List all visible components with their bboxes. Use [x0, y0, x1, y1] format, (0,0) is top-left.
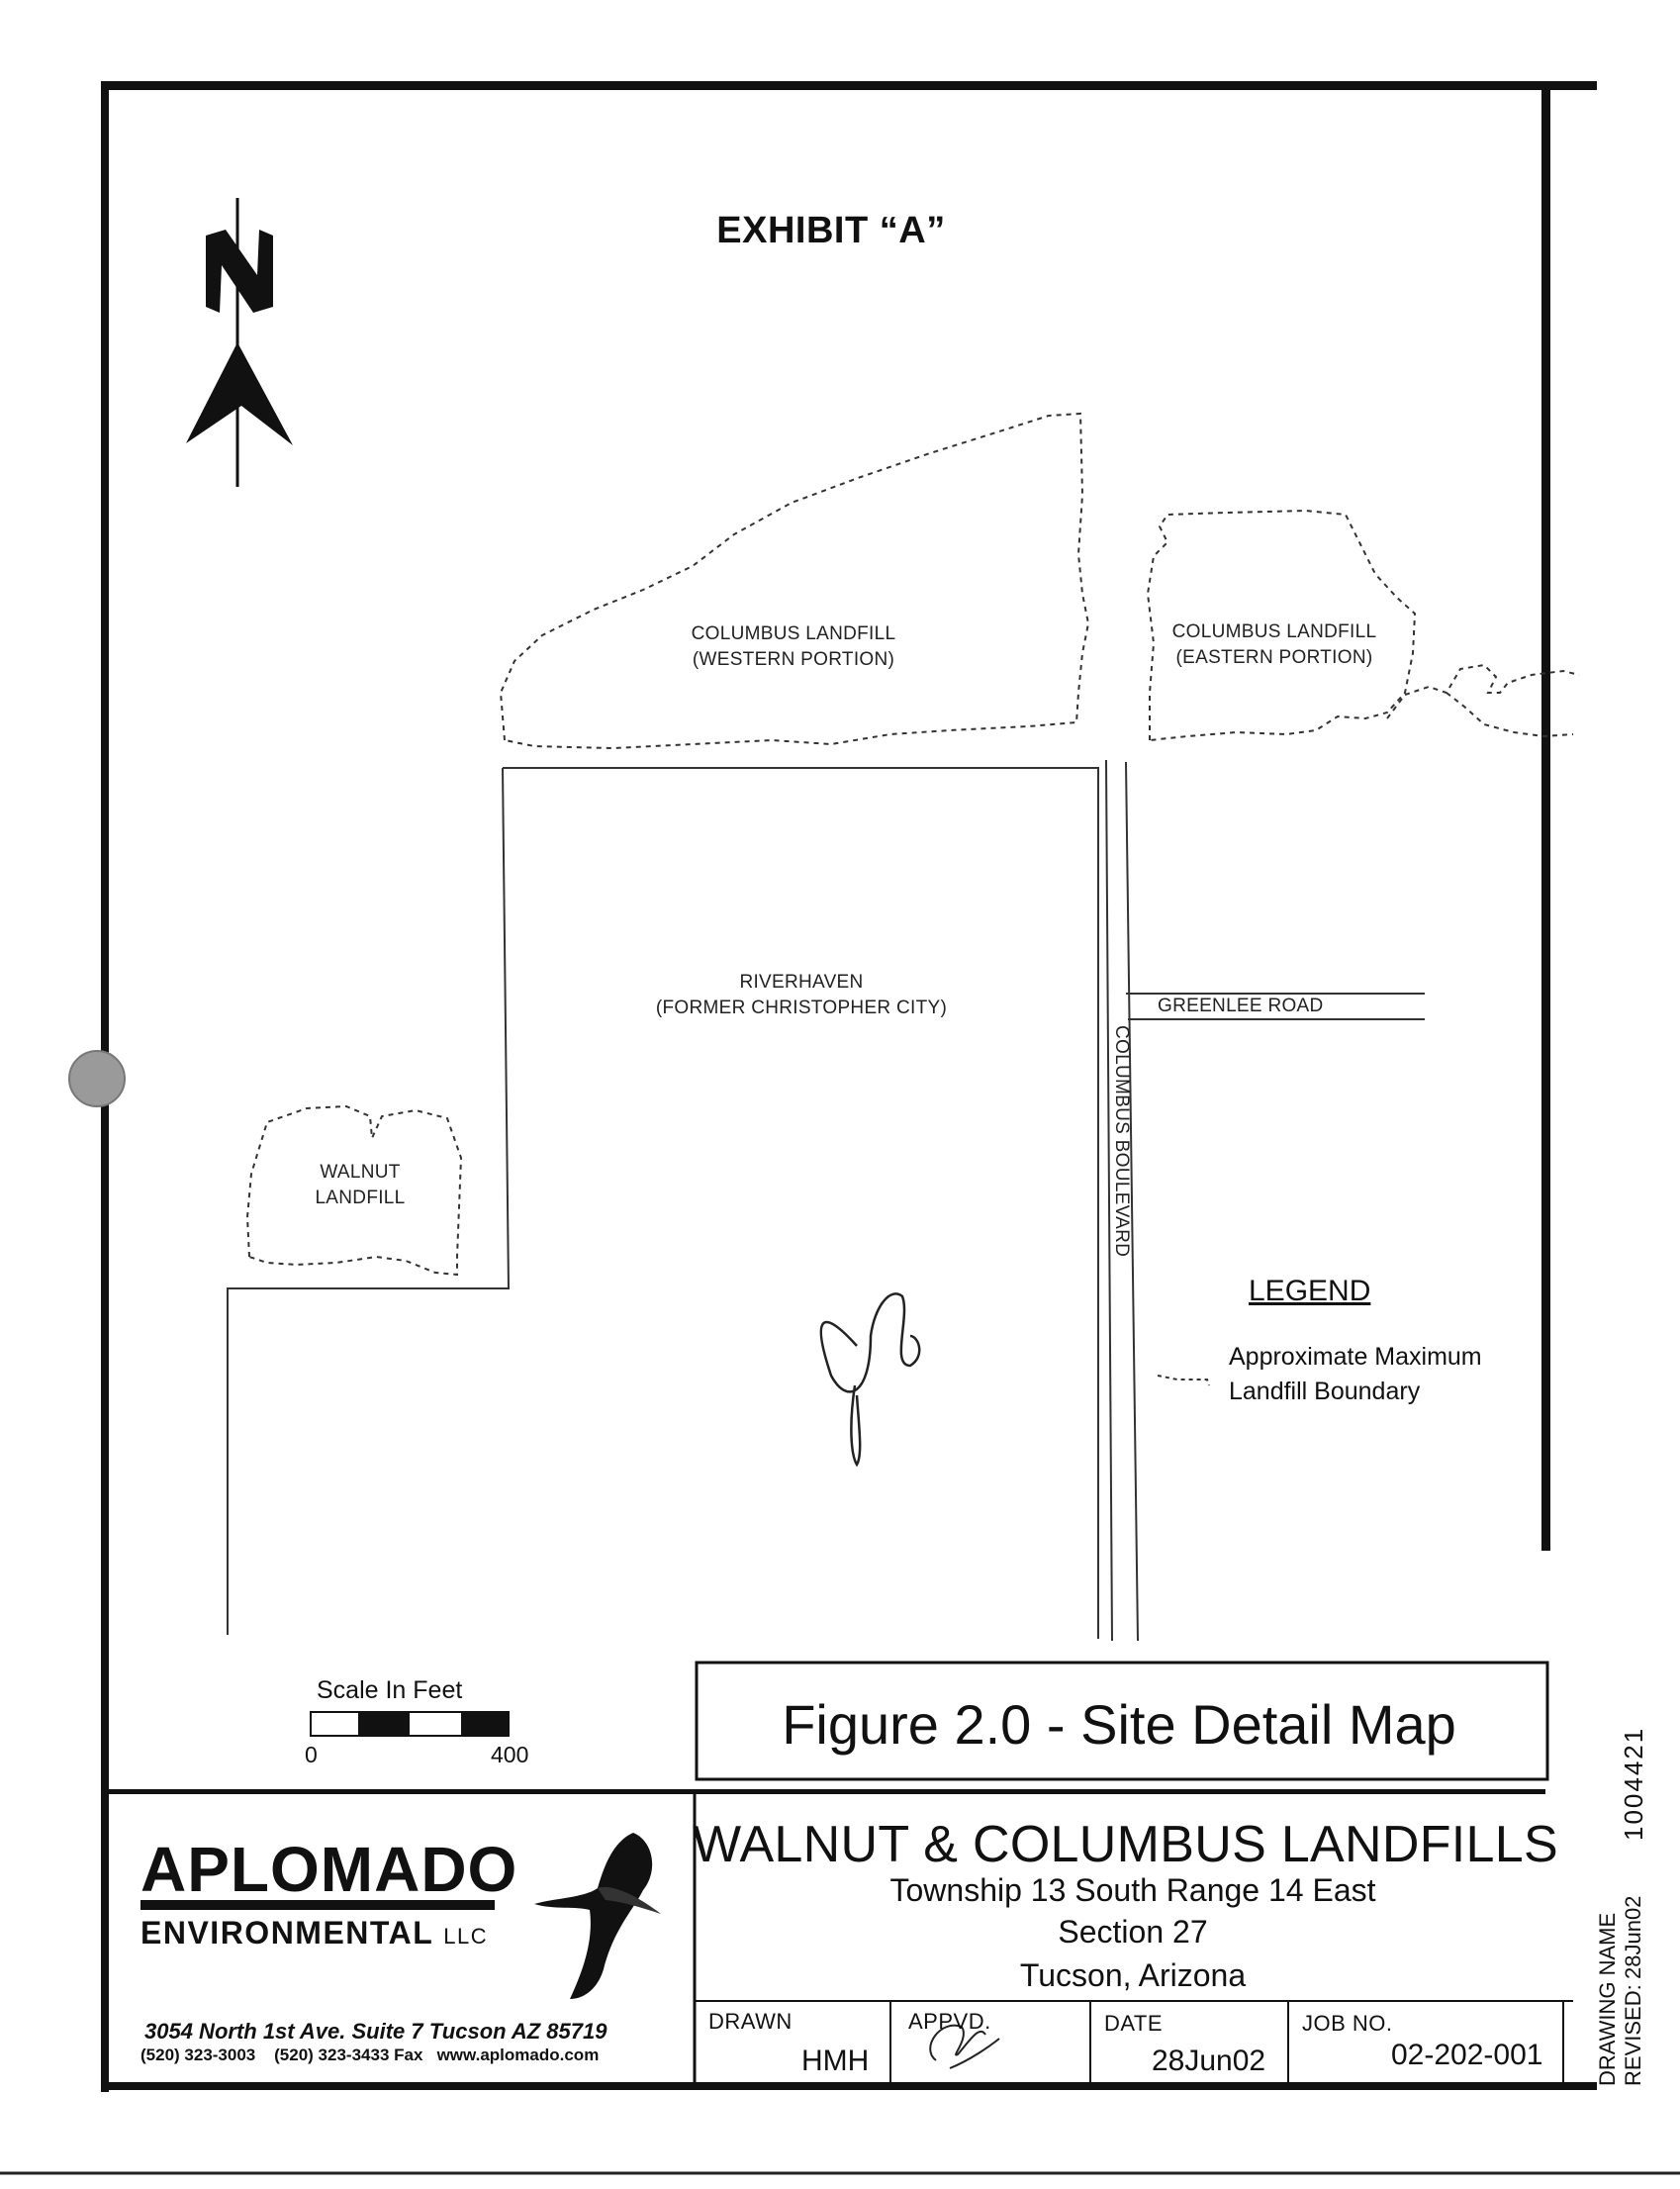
drawn-value: HMH	[801, 2045, 870, 2077]
scale-min: 0	[305, 1742, 318, 1767]
scale-bar	[311, 1712, 509, 1736]
label-walnut-landfill: WALNUT LANDFILL	[315, 1162, 406, 1208]
revised-value: 28Jun02	[1621, 1895, 1645, 1979]
exhibit-title: EXHIBIT “A”	[716, 210, 946, 251]
east-small-boundary	[1387, 665, 1579, 736]
north-arrow-icon	[186, 198, 293, 487]
legend-item-text: Approximate Maximum Landfill Boundary	[1229, 1343, 1482, 1405]
appvd-label: APPVD.	[908, 2009, 991, 2034]
label-columbus-landfill-east: COLUMBUS LANDFILL (EASTERN PORTION)	[1171, 621, 1377, 668]
legend-dashed-line-icon	[1158, 1376, 1209, 1385]
company-name: APLOMADO	[140, 1834, 518, 1905]
project-section: Section 27	[1058, 1914, 1208, 1950]
handwritten-initials-icon	[821, 1293, 919, 1465]
project-township: Township 13 South Range 14 East	[889, 1872, 1376, 1908]
company-contact: (520) 323-3003 (520) 323-3433 Fax www.aplomado.com	[140, 2046, 600, 2064]
figure-title: Figure 2.0 - Site Detail Map	[782, 1693, 1456, 1756]
job-value: 02-202-001	[1391, 2039, 1543, 2071]
project-location: Tucson, Arizona	[1019, 1957, 1247, 1993]
scale-max: 400	[491, 1742, 529, 1767]
company-subtitle	[140, 1915, 488, 1951]
columbus-landfill-west-boundary	[501, 414, 1088, 748]
date-value: 28Jun02	[1152, 2045, 1266, 2077]
project-title: WALNUT & COLUMBUS LANDFILLS	[693, 1816, 1558, 1873]
label-riverhaven: RIVERHAVEN (FORMER CHRISTOPHER CITY)	[655, 972, 948, 1018]
document-stamp: 1004421	[1619, 1726, 1648, 1841]
job-label: JOB NO.	[1302, 2011, 1393, 2036]
punch-hole-icon	[69, 1051, 125, 1106]
drawing-name-label: DRAWING NAME	[1595, 1912, 1620, 2086]
drawn-label: DRAWN	[708, 2009, 793, 2034]
legend-title: LEGEND	[1249, 1275, 1371, 1307]
scale-title: Scale In Feet	[317, 1676, 463, 1704]
riverhaven-boundary	[503, 768, 1098, 1639]
revised-label: REVISED:	[1621, 1984, 1645, 2086]
label-greenlee-road: GREENLEE ROAD	[1158, 996, 1324, 1016]
company-sub-text: ENVIRONMENTAL	[140, 1915, 434, 1951]
date-label: DATE	[1104, 2011, 1164, 2036]
falcon-logo-icon	[534, 1833, 652, 1999]
label-columbus-landfill-west: COLUMBUS LANDFILL (WESTERN PORTION)	[691, 623, 896, 670]
label-columbus-boulevard: COLUMBUS BOULEVARD	[1111, 1025, 1132, 1258]
company-suffix: LLC	[443, 1924, 489, 1949]
company-address: 3054 North 1st Ave. Suite 7 Tucson AZ 85719	[144, 2019, 607, 2044]
